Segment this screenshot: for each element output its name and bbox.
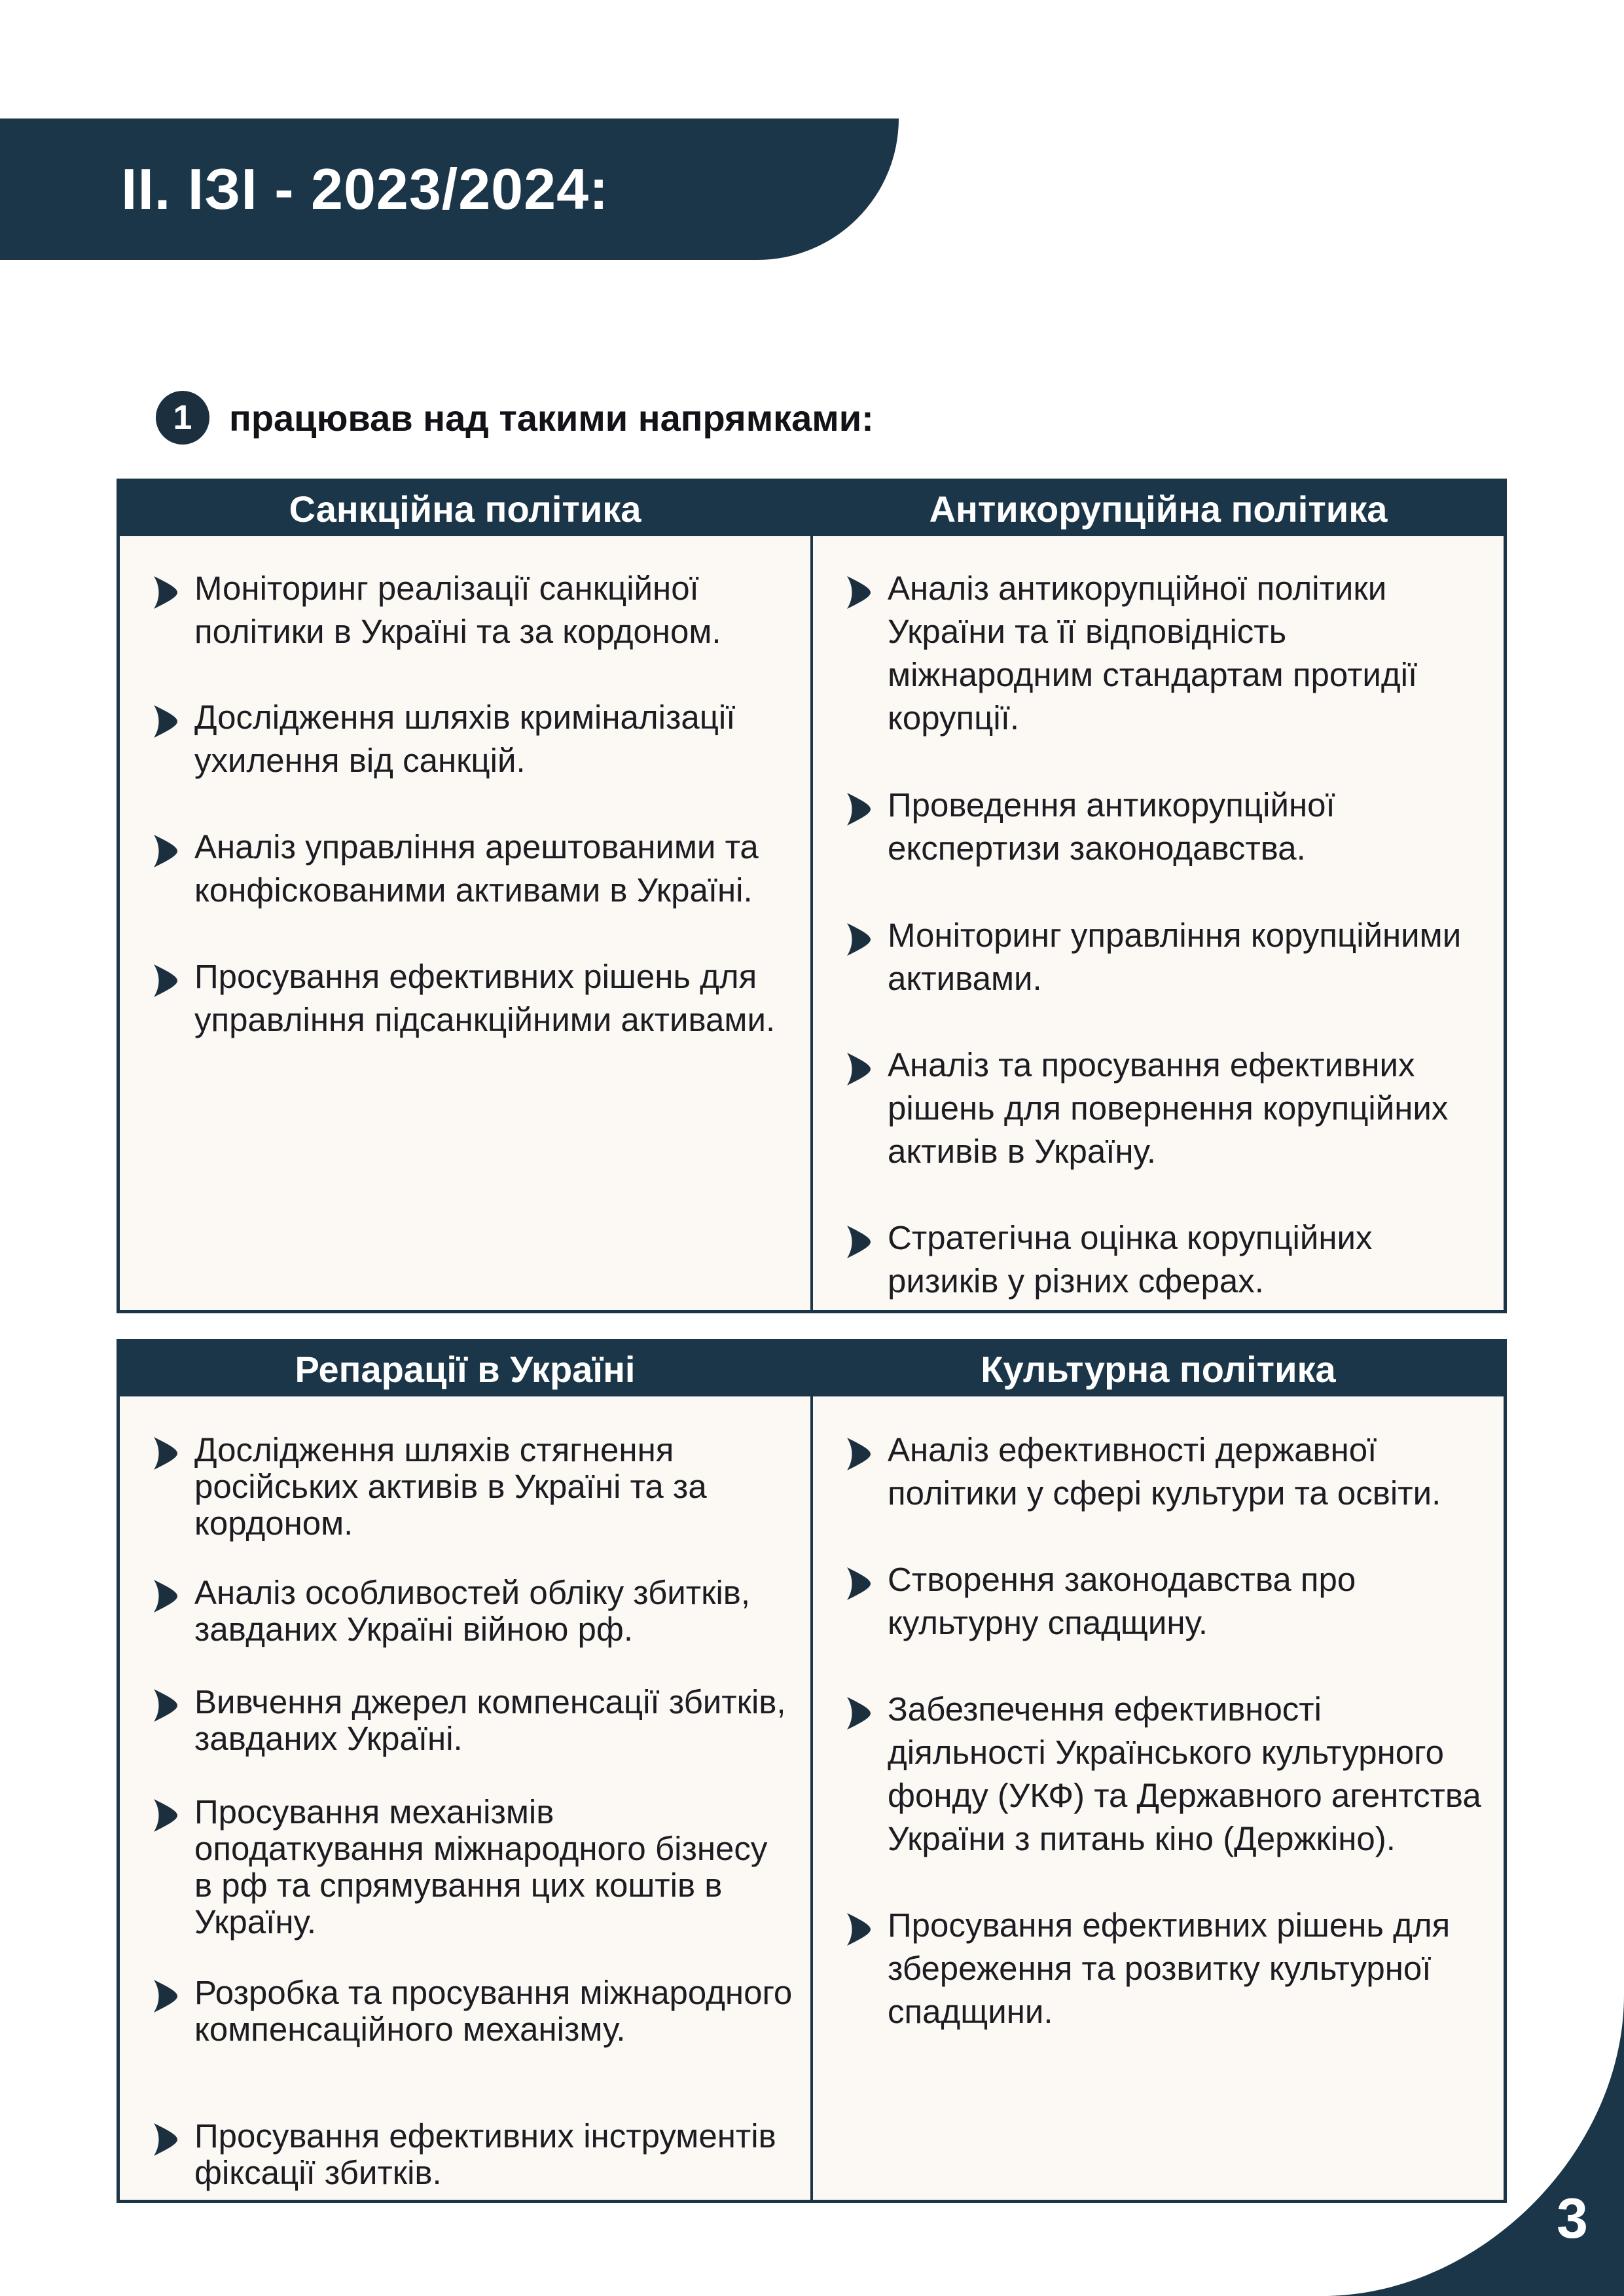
list-item	[844, 1429, 1486, 1515]
list-item	[151, 1794, 793, 1941]
list-item-text: Вивчення джерел компенсації збитків, завданих Україні.	[194, 1683, 786, 1757]
bullet-icon	[844, 1567, 871, 1600]
column-reparations	[120, 1342, 810, 2200]
list-item	[151, 826, 793, 912]
list-item	[151, 955, 793, 1042]
directions-panel-2	[117, 1339, 1507, 2203]
list-item-text: Розробка та просування міжнародного компенсаційного механізму.	[194, 1974, 793, 2048]
list-item	[844, 1558, 1486, 1645]
column-title: Санкційна політика	[120, 482, 810, 536]
list-item	[151, 567, 793, 653]
list-item	[151, 1684, 793, 1757]
list-item-text: Моніторинг управління корупційними активами.	[888, 917, 1462, 997]
bullet-icon	[844, 1438, 871, 1470]
section-title: працював над такими напрямками:	[229, 397, 874, 439]
list-item-text: Моніторинг реалізації санкційної політики в Україні та за кордоном.	[194, 570, 721, 650]
list-item-text: Просування ефективних рішень для управління підсанкційними активами.	[194, 958, 776, 1038]
list-item-text: Стратегічна оцінка корупційних ризиків у різних сферах.	[888, 1219, 1373, 1300]
bullet-icon	[151, 835, 177, 867]
list-item	[844, 784, 1486, 870]
list-item-text: Аналіз ефективності державної політики у сфері культури та освіти.	[888, 1431, 1441, 1512]
bullet-icon	[151, 1689, 177, 1722]
bullet-icon	[151, 1799, 177, 1832]
list-item-text: Аналіз та просування ефективних рішень для повернення корупційних активів в Україну.	[888, 1046, 1449, 1170]
column-title: Антикорупційна політика	[813, 482, 1504, 536]
list-item-text: Дослідження шляхів криміналізації ухилення від санкцій.	[194, 699, 736, 779]
bullet-icon	[844, 1913, 871, 1946]
bullet-icon	[844, 1697, 871, 1730]
list-item	[151, 2118, 793, 2191]
bullet-icon	[151, 2123, 177, 2156]
list-item	[844, 1688, 1486, 1861]
list-item	[844, 1044, 1486, 1173]
list-item-text: Забезпечення ефективності діяльності Українського культурного фонду (УКФ) та Державного агентства України з питань кіно (Держкіно).	[888, 1690, 1481, 1857]
bullet-icon	[151, 1580, 177, 1613]
bullet-icon	[844, 923, 871, 956]
bullet-icon	[844, 1053, 871, 1085]
bullet-icon	[151, 705, 177, 738]
list-item	[151, 696, 793, 782]
list-item-text: Аналіз особливостей обліку збитків, завданих Україні війною рф.	[194, 1574, 751, 1648]
list-item	[844, 567, 1486, 740]
column-sanctions-policy	[120, 482, 810, 1310]
bullet-icon	[151, 576, 177, 609]
list-item-text: Просування ефективних рішень для збереження та розвитку культурної спадщини.	[888, 1906, 1451, 2030]
page-title: II. ІЗІ - 2023/2024:	[121, 156, 609, 221]
column-title: Культурна політика	[813, 1342, 1504, 1396]
list-item-text: Дослідження шляхів стягнення російських активів в Україні та за кордоном.	[194, 1431, 707, 1542]
column-title: Репарації в Україні	[120, 1342, 810, 1396]
directions-panel-1	[117, 479, 1507, 1313]
column-anticorruption-policy	[810, 482, 1504, 1310]
list-item-text: Просування ефективних інструментів фіксації збитків.	[194, 2117, 776, 2191]
bullet-icon	[844, 793, 871, 826]
list-item	[844, 1216, 1486, 1303]
section-heading	[156, 391, 874, 445]
list-item	[151, 1432, 793, 1542]
page-number: 3	[1557, 2187, 1588, 2250]
list-item-text: Створення законодавства про культурну спадщину.	[888, 1561, 1356, 1641]
bullet-icon	[151, 1980, 177, 2013]
list-item	[151, 1575, 793, 1648]
list-item-text: Просування механізмів оподаткування міжнародного бізнесу в рф та спрямування цих коштів в Україну.	[194, 1793, 768, 1941]
bullet-icon	[844, 1226, 871, 1258]
list-item-text: Аналіз управління арештованими та конфіскованими активами в Україні.	[194, 828, 759, 909]
bullet-icon	[151, 1437, 177, 1470]
section-number-badge: 1	[156, 391, 209, 445]
list-item	[151, 1975, 793, 2048]
list-item-text: Аналіз антикорупційної політики України та її відповідність міжнародним стандартам протидії корупції.	[888, 570, 1418, 737]
list-item	[844, 914, 1486, 1000]
list-item-text: Проведення антикорупційної експертизи законодавства.	[888, 786, 1335, 867]
bullet-icon	[151, 964, 177, 997]
bullet-icon	[844, 576, 871, 609]
